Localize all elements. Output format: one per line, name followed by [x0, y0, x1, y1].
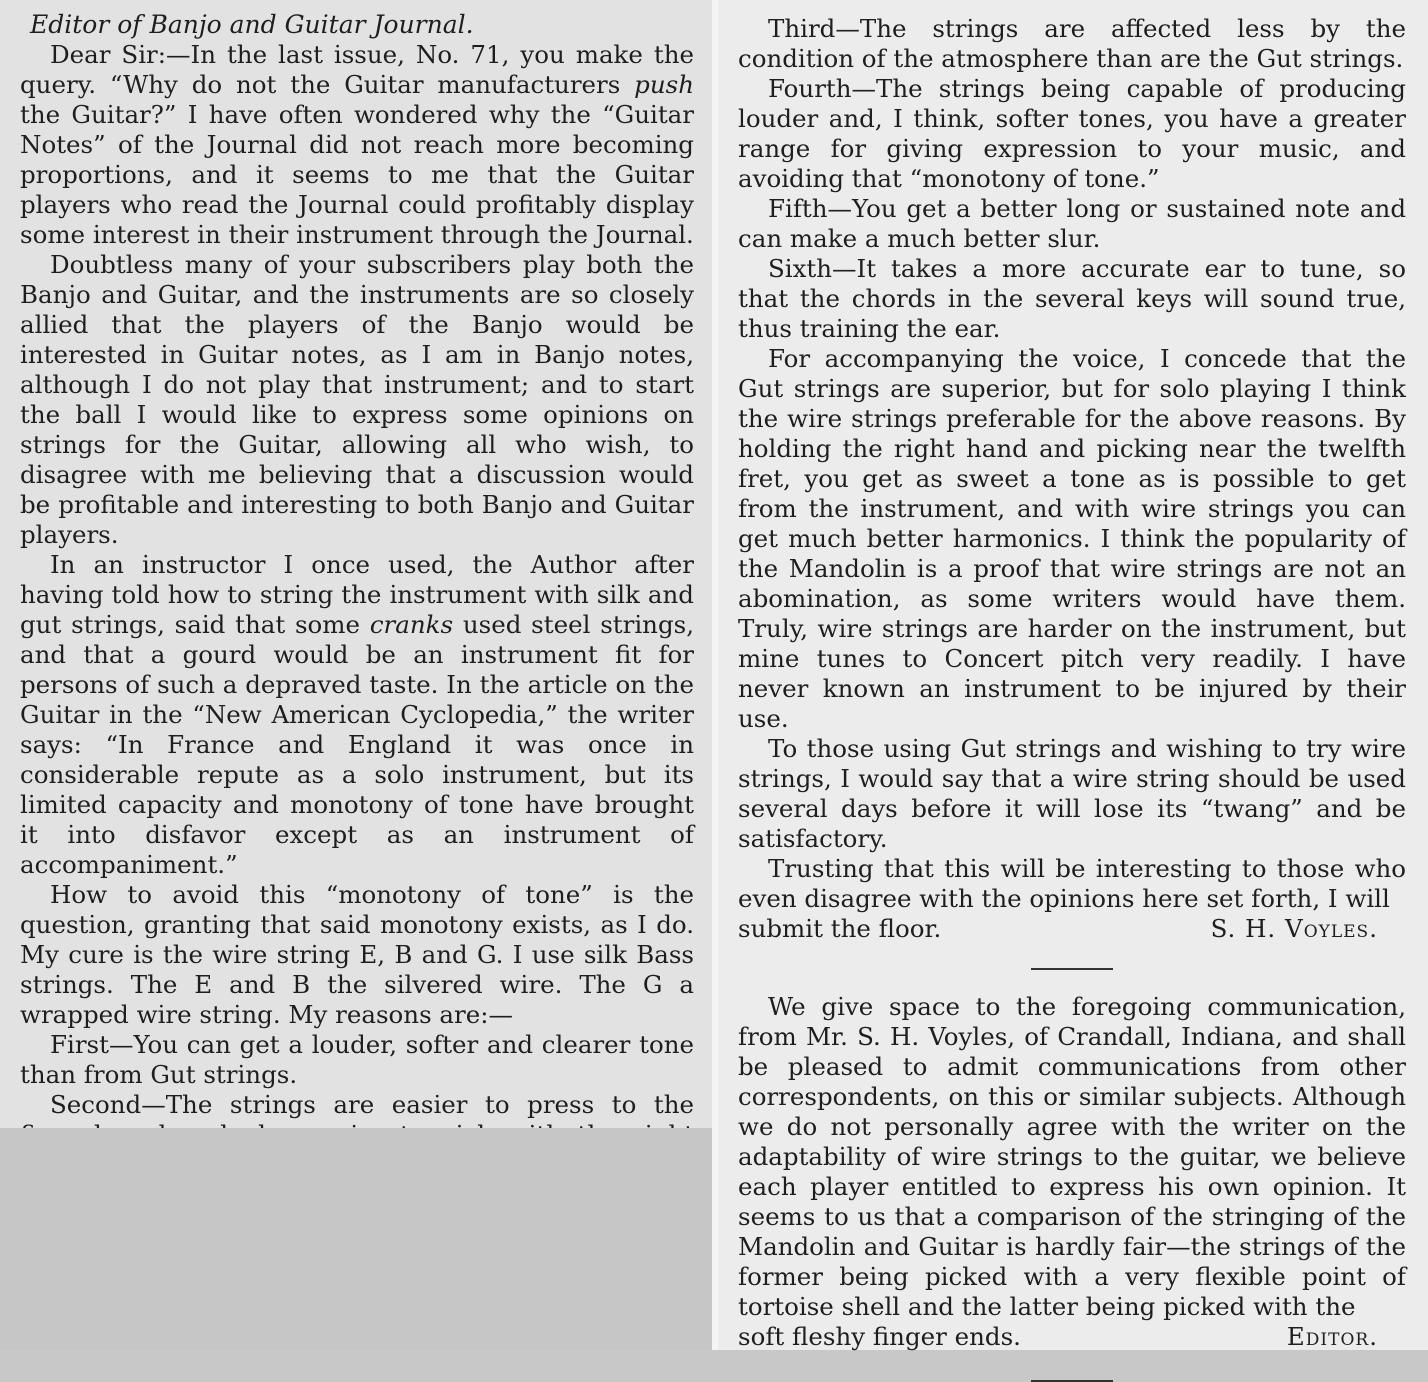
paragraph-accompanying: For accompanying the voice, I concede that the Gut strings are superior, but for solo playing I think the wire strings preferable for the above reasons. By holding the right hand and picking near the twelfth fret, you get as sweet a tone as is possible to get from the instrument, and with wire strings you can get much better harmonics. I think the popularity of the Mandolin is a proof that wire strings are not an abomination, as some writers would have them. Truly, wire strings are harder on the instrument, but mine tunes to Concert pitch very readily. I have never known an instrument to be injured by their use. [738, 344, 1406, 733]
paragraph-gut-strings: To those using Gut strings and wishing to try wire strings, I would say that a wire string should be used several days before it will lose its “twang” and be satisfactory. [738, 734, 1406, 853]
paragraph-second-reason: Second—The strings are easier to press to the [50, 1090, 694, 1119]
text-span: the Guitar?” I have often wondered why the “Guitar Notes” of the Journal did not reach more becoming proportions, and it seems to me that the Guitar players who read the Journal could profitably display some interest in their instrument through the Journal. [20, 100, 694, 249]
text-span: Dear Sir:—In the last issue, No. 71, you make the query. “Why do not the Guitar manufacturers [20, 40, 694, 99]
section-divider [1031, 968, 1113, 970]
text-span: In an instructor I once used, the Author after having told how to string the instrument with silk and gut strings, said that some [20, 550, 694, 639]
blank-area [0, 1128, 712, 1350]
paragraph-monotony: How to avoid this “monotony of tone” is the question, granting that said monotony exists, as I do. My cure is the wire string E, B and G. I use silk Bass strings. The E and B the silvered wire. The G a wrapped wire string. My reasons are:— [20, 880, 694, 1029]
paragraph-trusting: Trusting that this will be interesting to those who even disagree with the opinions here set forth, I will [738, 854, 1406, 913]
paragraph-sixth-reason: Sixth—It takes a more accurate ear to tune, so that the chords in the several keys will sound true, thus training the ear. [738, 254, 1406, 343]
paragraph-fifth-reason: Fifth—You get a better long or sustained note and can make a much better slur. [738, 194, 1406, 253]
left-column [0, 0, 712, 1128]
closing-line: submit the floor. [738, 914, 942, 943]
paragraph-instructor [20, 550, 694, 880]
letter-heading: Editor of Banjo and Guitar Journal. [30, 10, 474, 39]
right-column [718, 0, 1428, 1350]
italic-word-push: push [634, 70, 694, 99]
editor-signature-row [738, 1322, 1406, 1352]
italic-word-cranks: cranks [369, 610, 454, 639]
editor-note: We give space to the foregoing communication, from Mr. S. H. Voyles, of Crandall, Indiana, and shall be pleased to admit communications from other correspondents, on this or similar subjects. Although we do not personally agree with the writer on the adaptability of wire strings to the guitar, we believe each player entitled to express his own opinion. It seems to us that a comparison of the stringing of the Mandolin and Guitar is hardly fair—the strings of the former being picked with a very flexible point of tortoise shell and the latter being picked with the [738, 992, 1406, 1321]
editor-closing-line: soft fleshy finger ends. [738, 1322, 1021, 1351]
paragraph-salutation [20, 40, 694, 250]
text-span: used steel strings, and that a gourd would be an instrument fit for persons of such a depraved taste. In the article on the Guitar in the “New American Cyclopedia,” the writer says: “In France and England it was once in considerable repute as a solo instrument, but its limited capacity and monotony of tone have brought it into disfavor except as an instrument of accompaniment.” [20, 610, 694, 879]
paragraph-third-reason: Third—The strings are affected less by the condition of the atmosphere than are the Gut strings. [738, 14, 1406, 73]
paragraph-first-reason: First—You can get a louder, softer and clearer tone than from Gut strings. [20, 1030, 694, 1089]
paragraph-fourth-reason: Fourth—The strings being capable of producing louder and, I think, softer tones, you have a greater range for giving expression to your music, and avoiding that “monotony of tone.” [738, 74, 1406, 193]
author-signature: S. H. Voyles. [1210, 914, 1378, 943]
editor-signature: Editor. [1286, 1322, 1378, 1351]
signature-row [738, 914, 1406, 944]
paragraph-subscribers: Doubtless many of your subscribers play both the Banjo and Guitar, and the instruments are so closely allied that the players of the Banjo would be interested in Guitar notes, as I am in Banjo notes, although I do not play that instrument; and to start the ball I would like to express some opinions on strings for the Guitar, allowing all who wish, to disagree with me believing that a discussion would be profitable and interesting to both Banjo and Guitar players. [20, 250, 694, 549]
